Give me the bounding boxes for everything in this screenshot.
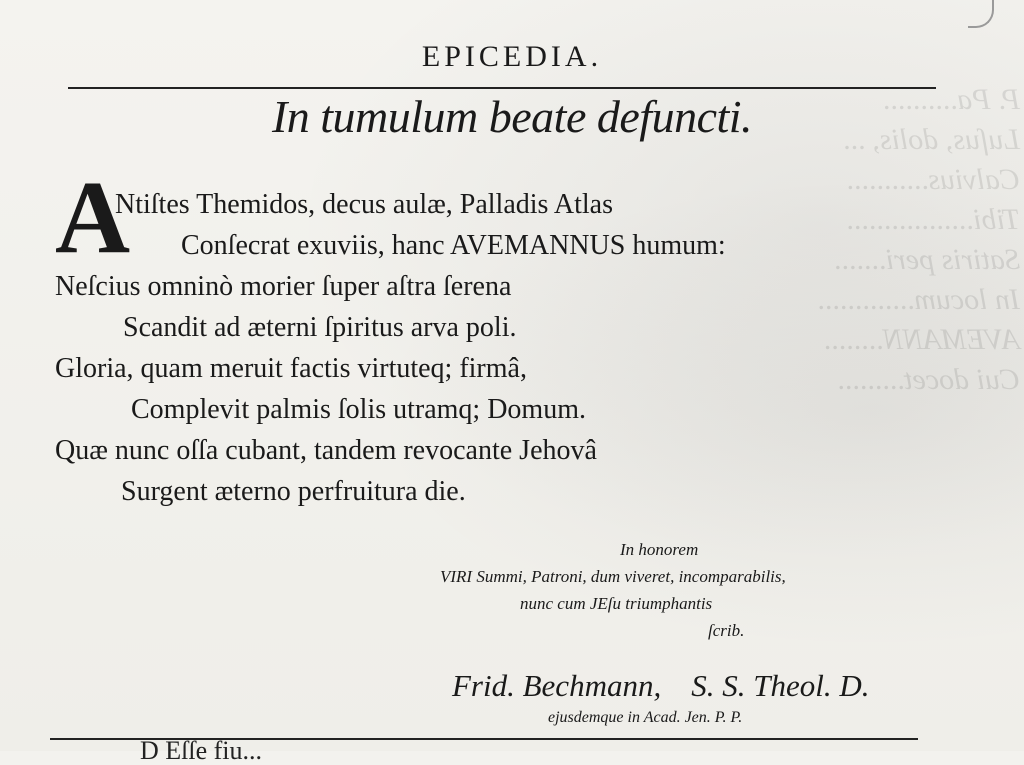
author-affiliation: ejusdemque in Acad. Jen. P. P.: [548, 709, 743, 726]
author-name: Frid. Bechmann,: [452, 668, 662, 703]
verse-line: Complevit palmis ſolis utramq; Domum.: [131, 394, 586, 425]
page-header: EPICEDIA.: [421, 40, 603, 73]
dedication-line: VIRI Summi, Patroni, dum viveret, incomparabilis,: [440, 567, 786, 586]
dedication-line: nunc cum JEſu triumphantis: [520, 594, 713, 613]
author-signature: [452, 668, 869, 704]
poem-verse: [55, 184, 815, 512]
verse-line: Conſecrat exuviis, hanc AVEMANNUS humum:: [181, 230, 726, 261]
verse-line: Surgent æterno perfruitura die.: [121, 476, 466, 507]
dedication-line: In honorem: [620, 540, 699, 559]
next-text-fragment: D Eſſe fiu...: [140, 736, 263, 765]
bleed-through-texture: P. Pa.......... Luſus, dolis, ... Calvius........... Tibi................. Satiris peri....... In locum............. AVEMANN........ Cui docet.........: [816, 83, 1020, 396]
verse-line: Quæ nunc oſſa cubant, tandem revocante Jehovâ: [55, 435, 597, 466]
poem-title: In tumulum beate defuncti.: [271, 91, 753, 142]
page-corner-mark: [968, 0, 994, 28]
dedication: [440, 536, 960, 644]
drop-cap: A: [55, 160, 131, 275]
dedication-line: ſcrib.: [708, 621, 745, 640]
verse-line: Gloria, quam meruit factis virtuteq; firmâ,: [55, 353, 527, 384]
verse-line: Scandit ad æterni ſpiritus arva poli.: [123, 312, 517, 343]
header-rule: [68, 87, 936, 89]
verse-line: Neſcius omninò morier ſuper aſtra ſerena: [55, 271, 512, 302]
author-title: S. S. Theol. D.: [691, 668, 870, 703]
verse-line: Ntiſtes Themidos, decus aulæ, Palladis Atlas: [115, 189, 613, 220]
